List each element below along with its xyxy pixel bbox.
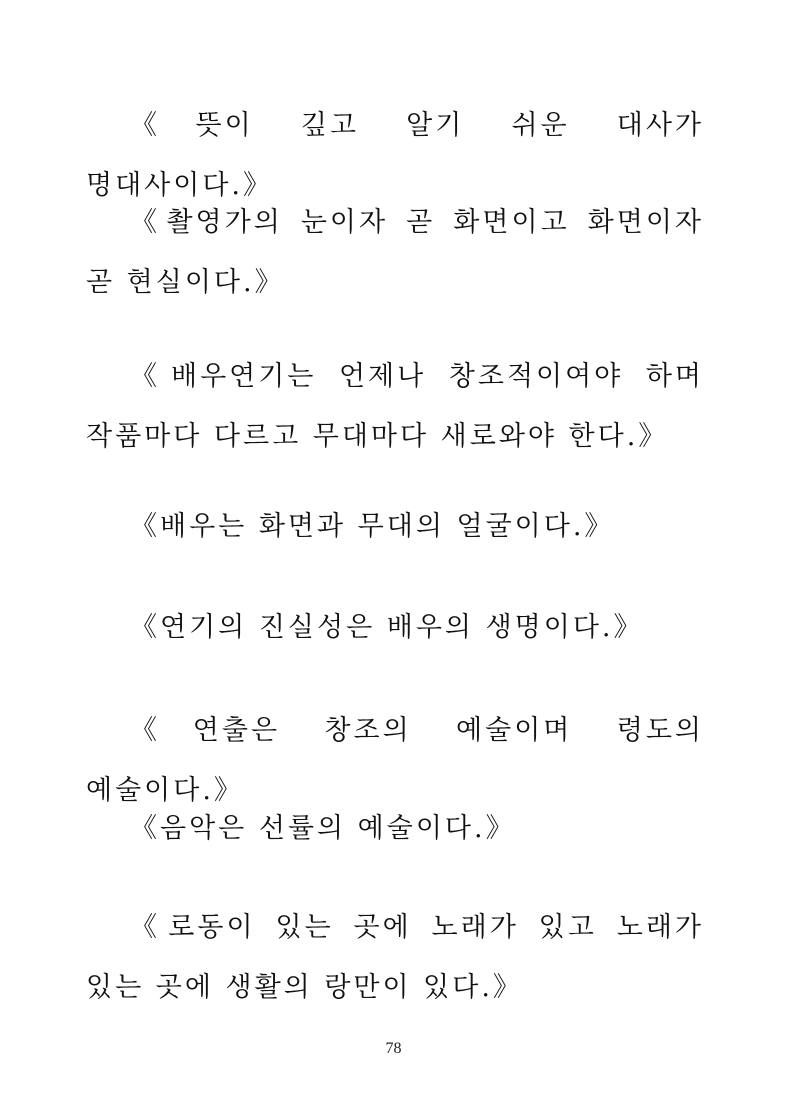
quote-7: 《음악은 선률의 예술이다.》 [130,813,516,844]
quote-1: 《뜻이 깊고 알기 쉬운 대사가 명대사이다.》 [86,110,704,201]
quote-2: 《촬영가의 눈이자 곧 화면이고 화면이자 곧 현실이다.》 [86,207,704,298]
quote-8: 《로동이 있는 곳에 노래가 있고 노래가 있는 곳에 생활의 랑만이 있다.》 [86,912,704,1003]
quote-5: 《연기의 진실성은 배우의 생명이다.》 [130,612,644,643]
quote-6: 《연출은 창조의 예술이며 령도의 예술이다.》 [86,715,704,806]
quote-3: 《배우연기는 언제나 창조적이여야 하며 작품마다 다르고 무대마다 새로와야 한다.》 [86,361,704,452]
page-number: 78 [385,1040,402,1057]
quote-4: 《배우는 화면과 무대의 얼굴이다.》 [130,511,615,542]
